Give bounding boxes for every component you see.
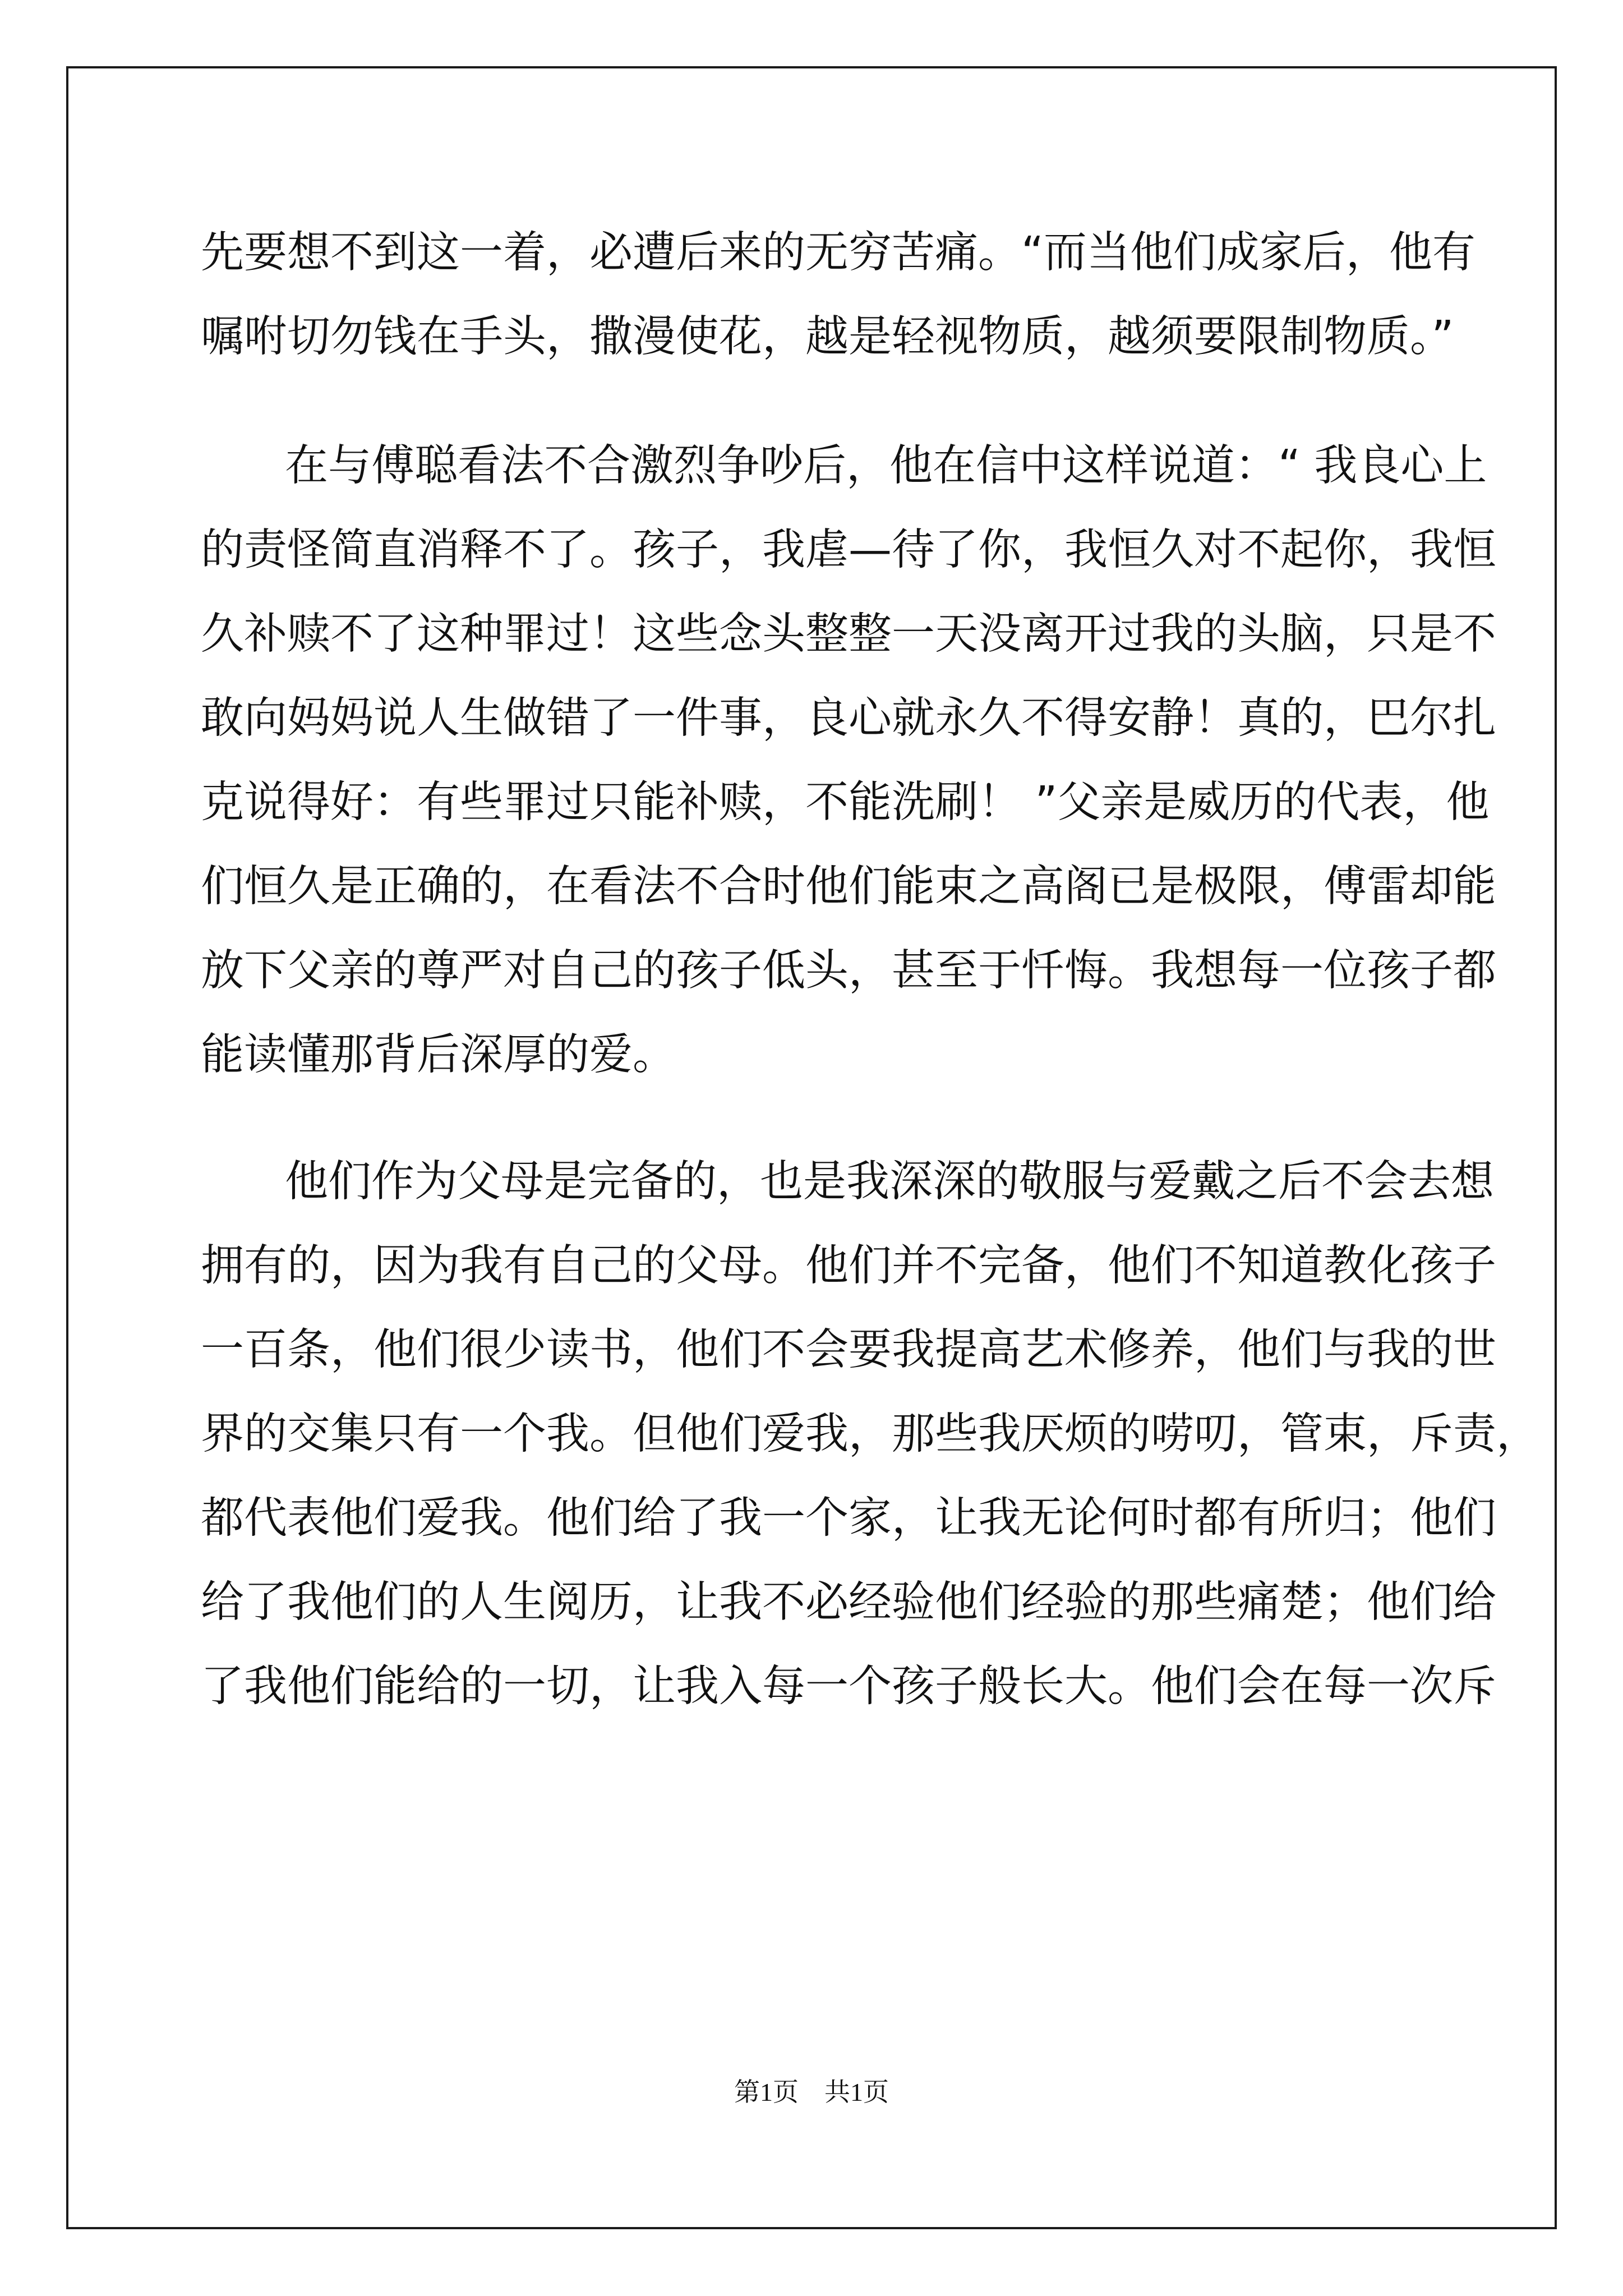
text-line: 先要想不到这一着，必遭后来的无穷苦痛。“而当他们成家后，他有 (201, 228, 1476, 278)
text-line: 能读懂那背后深厚的爱。 (201, 1030, 676, 1080)
text-line: 拥有的，因为我有自己的父母。他们并不完备，他们不知道教化孩子 (201, 1241, 1496, 1291)
text-line: 敢向妈妈说人生做错了一件事，良心就永久不得安静！真的，巴尔扎 (201, 693, 1496, 743)
text-line: 久补赎不了这种罪过！这些念头整整一天没离开过我的头脑，只是不 (201, 609, 1496, 659)
text-line: 了我他们能给的一切，让我入每一个孩子般长大。他们会在每一次斥 (201, 1662, 1496, 1711)
text-line: 放下父亲的尊严对自己的孩子低头，甚至于忏悔。我想每一位孩子都 (201, 946, 1496, 996)
text-line: 界的交集只有一个我。但他们爱我，那些我厌烦的唠叨，管束，斥责， (201, 1409, 1539, 1459)
text-line: 们恒久是正确的，在看法不合时他们能束之高阁已是极限，傅雷却能 (201, 862, 1496, 912)
page-number-footer: 第1页 共1页 (734, 2078, 889, 2106)
text-line: 给了我他们的人生阅历，让我不必经验他们经验的那些痛楚；他们给 (201, 1577, 1496, 1627)
text-line: 嘱咐切勿钱在手头，撒漫使花，越是轻视物质，越须要限制物质。” (201, 312, 1454, 362)
text-line: 一百条，他们很少读书，他们不会要我提高艺术修养，他们与我的世 (201, 1325, 1496, 1375)
text-line: 都代表他们爱我。他们给了我一个家，让我无论何时都有所归；他们 (201, 1493, 1496, 1543)
text-line: 克说得好：有些罪过只能补赎，不能洗刷！ ”父亲是威历的代表，他 (201, 777, 1490, 827)
paragraph-first-line: 他们作为父母是完备的，也是我深深的敬服与爱戴之后不会去想 (285, 1157, 1494, 1207)
text-line: 的责怪简直消释不了。孩子，我虐—待了你，我恒久对不起你，我恒 (201, 525, 1496, 575)
paragraph-first-line: 在与傅聪看法不合激烈争吵后，他在信中这样说道：“ 我良心上 (285, 441, 1487, 491)
